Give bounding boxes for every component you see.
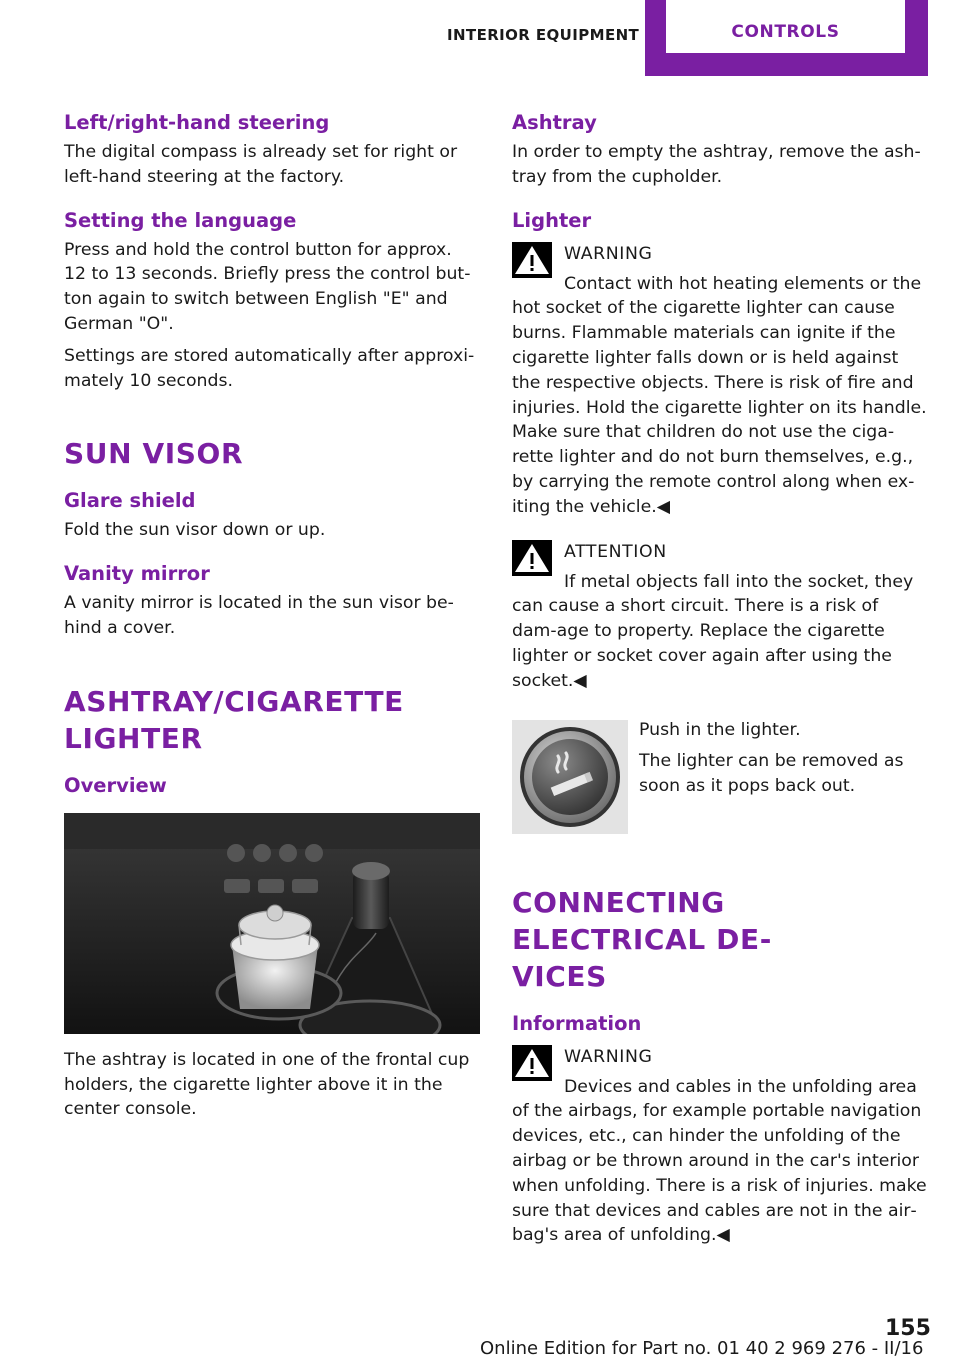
text-overview: The ashtray is located in one of the frontal cup holders, the cigarette lighter above it in the center console.	[64, 1049, 470, 1120]
header-section-title: INTERIOR EQUIPMENT	[447, 26, 640, 44]
lighter-instructions	[512, 718, 928, 834]
attention-socket-head	[512, 538, 928, 570]
warning-triangle-icon	[512, 1045, 552, 1081]
warning-lighter	[512, 240, 928, 520]
left-column	[64, 110, 478, 1122]
heading-ashtray: Ashtray	[512, 111, 597, 134]
heading-connecting-devices-line2: VICES	[512, 959, 607, 993]
warning-label: WARNING	[564, 243, 653, 264]
heading-connecting-devices	[512, 884, 928, 995]
page-number: 155	[885, 1316, 931, 1341]
edition-note: Online Edition for Part no. 01 40 2 969 276 - II/16	[480, 1338, 924, 1359]
heading-ashtray-lighter-line2: LIGHTER	[64, 721, 203, 755]
lighter-instructions-text	[639, 718, 928, 799]
heading-left-right-steering: Left/right-hand steering	[64, 111, 330, 134]
heading-glare-shield: Glare shield	[64, 489, 196, 513]
attention-socket	[512, 538, 928, 694]
heading-ashtray-lighter-line1: ASHTRAY/CIGARETTE	[64, 684, 404, 718]
text-push-lighter: Push in the lighter.	[639, 719, 801, 740]
attention-label: ATTENTION	[564, 541, 667, 562]
header-chapter-label: CONTROLS	[731, 22, 840, 42]
warning-triangle-icon	[512, 242, 552, 278]
text-remove-lighter: The lighter can be removed as soon as it pops back out.	[639, 751, 904, 797]
text-glare-shield: Fold the sun visor down or up.	[64, 520, 326, 541]
heading-ashtray-lighter	[64, 683, 478, 757]
header-chapter-tab	[645, 0, 928, 76]
attention-socket-text: If metal objects fall into the socket, they can cause a short circuit. There is a risk of dam‐age to property. Replace the cigarette lighter or socket cover again after using the socket.◀	[512, 571, 914, 691]
text-ashtray: In order to empty the ashtray, remove the ash‐tray from the cupholder.	[512, 142, 921, 187]
text-left-right-steering: The digital compass is already set for right or left-hand steering at the factory.	[64, 142, 458, 187]
page-header	[0, 0, 960, 76]
header-chapter-tab-inner	[666, 0, 905, 53]
text-setting-language-2: Settings are stored automatically after approxi‐mately 10 seconds.	[64, 345, 475, 391]
heading-setting-language: Setting the language	[64, 208, 297, 232]
warning-devices-head	[512, 1043, 928, 1075]
heading-sun-visor: SUN VISOR	[64, 437, 244, 471]
cupholder-ashtray-photo	[64, 813, 480, 1034]
heading-information: Information	[512, 1011, 642, 1035]
warning-devices-text: Devices and cables in the unfolding area of the airbags, for example portable navigation devices, etc., can hinder the unfolding of the airbag or be thrown around in the car's interior when unfolding. There is a risk of injuries. make sure that devices and cables are not in the air‐bag's area of unfolding.◀	[512, 1076, 927, 1246]
text-vanity-mirror: A vanity mirror is located in the sun visor be‐hind a cover.	[64, 593, 454, 638]
warning-lighter-head	[512, 240, 928, 272]
text-setting-language-1: Press and hold the control button for approx. 12 to 13 seconds. Briefly press the control but‐ton again to switch between English "E" and German "O".	[64, 239, 471, 334]
cigarette-lighter-icon	[512, 720, 628, 834]
heading-connecting-devices-line1: CONNECTING ELECTRICAL DE‐	[512, 885, 772, 956]
warning-label: WARNING	[564, 1046, 653, 1067]
warning-devices	[512, 1043, 928, 1249]
right-column	[512, 110, 928, 1248]
warning-lighter-text: Contact with hot heating elements or the hot socket of the cigarette lighter can cause burns. Flammable materials can ignite if the cigarette lighter falls down or is held against the respective objects. There is risk of fire and injuries. Hold the cigarette lighter on its handle. Make sure that children do not use the ciga‐rette lighter and do not burn themselves, e.g., by carrying the remote control along when ex‐iting the vehicle.◀	[512, 273, 927, 517]
heading-vanity-mirror: Vanity mirror	[64, 562, 210, 586]
heading-overview: Overview	[64, 773, 167, 797]
heading-lighter: Lighter	[512, 208, 592, 232]
attention-triangle-icon	[512, 540, 552, 576]
